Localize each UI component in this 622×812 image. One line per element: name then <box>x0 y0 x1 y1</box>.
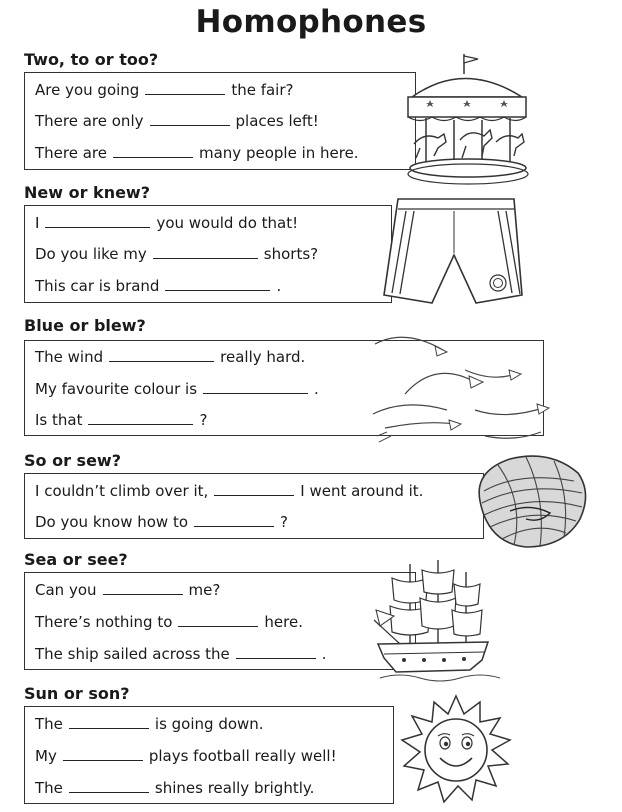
answer-blank[interactable] <box>109 348 214 362</box>
answer-blank[interactable] <box>236 645 316 659</box>
section-heading: So or sew? <box>24 451 121 470</box>
answer-blank[interactable] <box>153 245 258 259</box>
section-blue-blew <box>0 316 622 446</box>
answer-blank[interactable] <box>88 411 193 425</box>
sentence-line: Do you know how to ? <box>35 513 288 531</box>
sentence-box <box>24 706 394 804</box>
sentence-line: The shines really brightly. <box>35 779 315 797</box>
answer-blank[interactable] <box>145 81 225 95</box>
answer-blank[interactable] <box>178 613 258 627</box>
sentence-line: There are many people in here. <box>35 144 359 162</box>
sentence-line: My plays football really well! <box>35 747 337 765</box>
sentence-line: Is that ? <box>35 411 208 429</box>
answer-blank[interactable] <box>69 779 149 793</box>
sentence-box <box>24 205 392 303</box>
section-two-to-too <box>0 50 622 180</box>
answer-blank[interactable] <box>45 214 150 228</box>
sentence-box <box>24 72 416 170</box>
sentence-box <box>24 473 484 539</box>
carousel-illustration <box>404 52 534 187</box>
answer-blank[interactable] <box>194 513 274 527</box>
sentence-line: I you would do that! <box>35 214 299 232</box>
shorts-illustration <box>376 195 531 310</box>
sentence-line: The is going down. <box>35 715 264 733</box>
sentence-line: Do you like my shorts? <box>35 245 319 263</box>
sentence-line: This car is brand . <box>35 277 282 295</box>
ship-illustration <box>370 560 505 690</box>
sentence-line: There’s nothing to here. <box>35 613 303 631</box>
answer-blank[interactable] <box>69 715 149 729</box>
section-heading: Two, to or too? <box>24 50 159 69</box>
answer-blank[interactable] <box>165 277 270 291</box>
sun-illustration <box>396 694 516 810</box>
page-title: Homophones <box>195 4 427 40</box>
answer-blank[interactable] <box>214 482 294 496</box>
section-new-knew <box>0 183 622 313</box>
answer-blank[interactable] <box>203 380 308 394</box>
section-heading: Sea or see? <box>24 550 128 569</box>
sentence-line: There are only places left! <box>35 112 319 130</box>
wind-illustration <box>365 324 555 454</box>
sentence-line: My favourite colour is . <box>35 380 319 398</box>
sentence-box <box>24 572 416 670</box>
section-so-sew <box>0 451 622 551</box>
yarn-illustration <box>470 451 592 551</box>
answer-blank[interactable] <box>150 112 230 126</box>
section-heading: New or knew? <box>24 183 150 202</box>
sentence-line: The wind really hard. <box>35 348 306 366</box>
answer-blank[interactable] <box>63 747 143 761</box>
section-heading: Blue or blew? <box>24 316 146 335</box>
section-sea-see <box>0 550 622 680</box>
answer-blank[interactable] <box>103 581 183 595</box>
section-sun-son <box>0 684 622 812</box>
sentence-line: I couldn’t climb over it, I went around it. <box>35 482 424 500</box>
sentence-line: The ship sailed across the . <box>35 645 327 663</box>
section-heading: Sun or son? <box>24 684 130 703</box>
sentence-line: Are you going the fair? <box>35 81 294 99</box>
answer-blank[interactable] <box>113 144 193 158</box>
sentence-line: Can you me? <box>35 581 221 599</box>
